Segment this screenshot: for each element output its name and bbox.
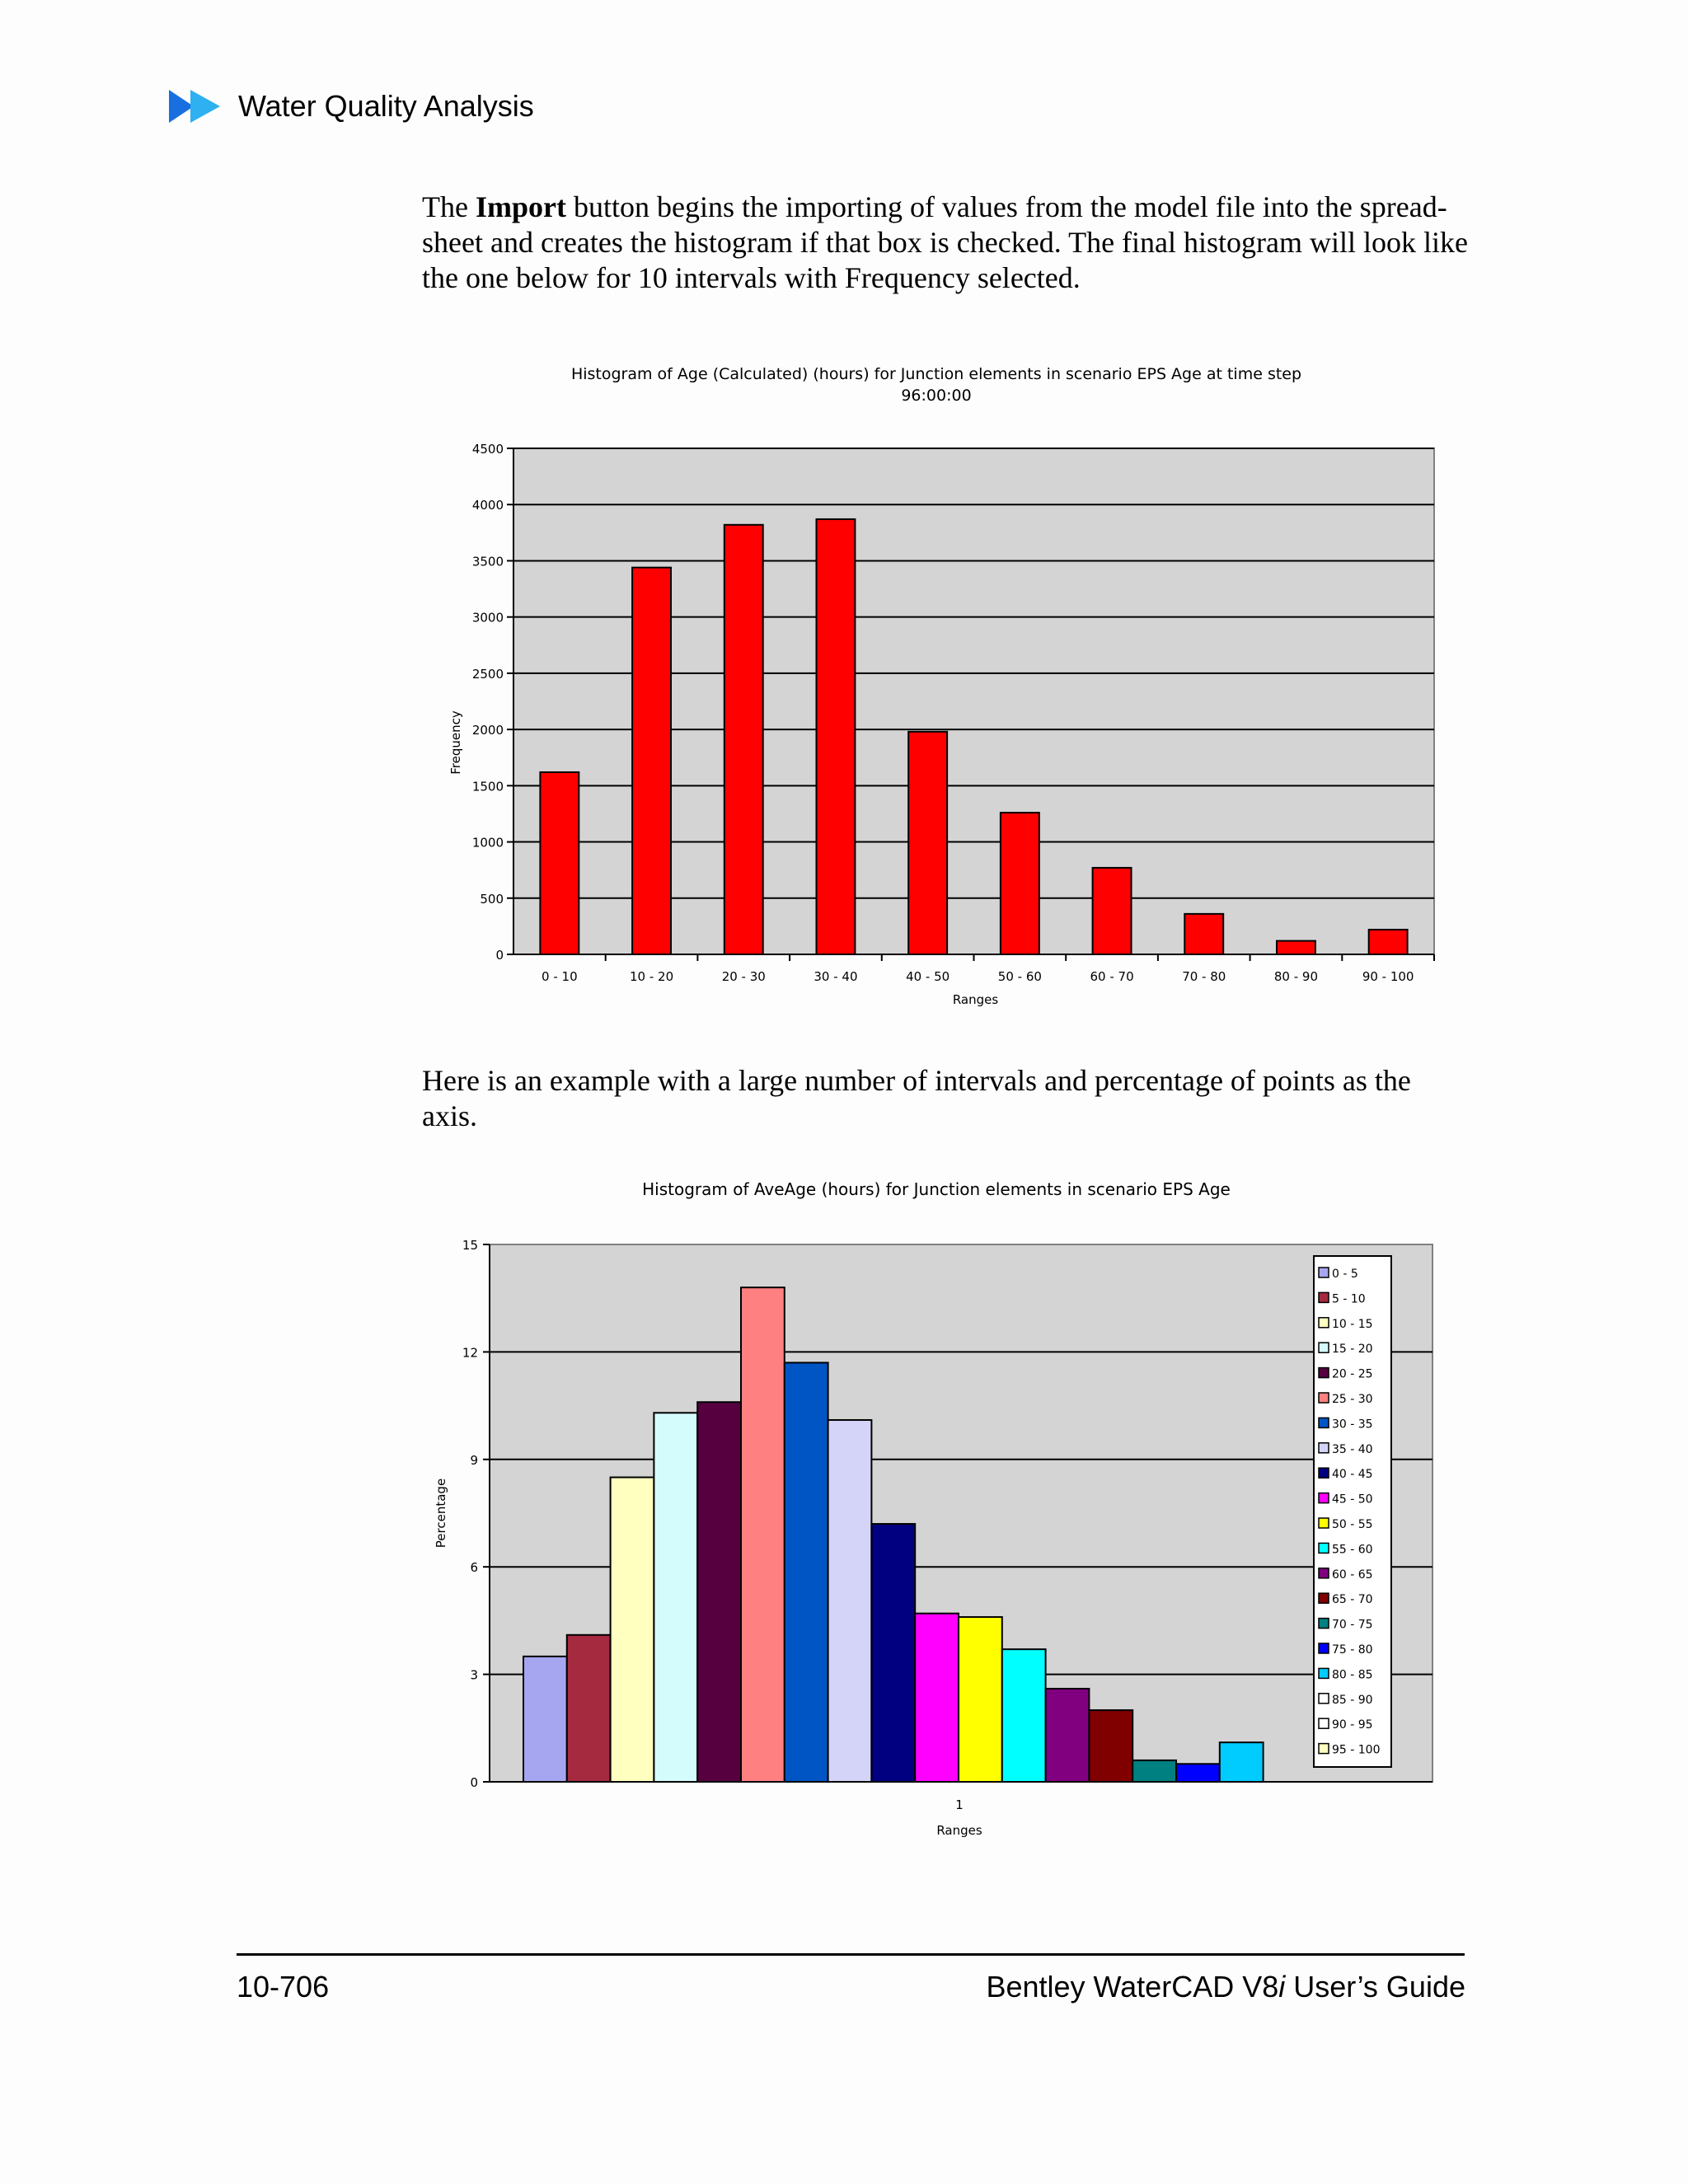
histogram-bar (654, 1413, 697, 1782)
y-tick-label: 0 (495, 948, 504, 963)
x-tick-label: 30 - 40 (814, 969, 858, 984)
legend-swatch (1319, 1619, 1329, 1629)
x-tick-label: 50 - 60 (997, 969, 1042, 984)
histogram-bar (785, 1362, 828, 1782)
histogram-bar (1176, 1764, 1220, 1782)
chart-title: Histogram of Age (Calculated) (hours) for Junction elements in scenario EPS Age at time step (570, 365, 1302, 383)
legend-entry: 75 - 80 (1332, 1643, 1373, 1657)
x-tick-label: 40 - 50 (906, 969, 950, 984)
guide-title (986, 1970, 1465, 2004)
legend-entry: 20 - 25 (1332, 1367, 1373, 1381)
y-tick-label: 2000 (471, 723, 504, 738)
legend-entry: 10 - 15 (1332, 1317, 1373, 1331)
legend-swatch (1319, 1543, 1329, 1553)
histogram-bar (1220, 1742, 1264, 1782)
y-tick-label: 3 (470, 1667, 478, 1683)
y-tick-label: 500 (480, 891, 504, 907)
y-tick-label: 15 (462, 1238, 478, 1253)
legend-swatch (1319, 1493, 1329, 1503)
histogram-bar (611, 1478, 654, 1782)
x-axis-label: Ranges (936, 1823, 982, 1838)
legend-entry: 55 - 60 (1332, 1543, 1373, 1557)
legend-swatch (1319, 1518, 1329, 1528)
x-tick-label: 90 - 100 (1362, 969, 1414, 984)
legend-swatch (1319, 1593, 1329, 1603)
example-paragraph: Here is an example with a large number of intervals and percentage of points as the axis. (422, 1064, 1411, 1132)
y-axis-label: Percentage (434, 1478, 448, 1549)
histogram-bar (959, 1617, 1002, 1782)
page-number: 10-706 (237, 1970, 330, 2004)
legend-entry: 85 - 90 (1332, 1693, 1373, 1707)
x-axis-label: Ranges (952, 992, 999, 1007)
legend-swatch (1319, 1694, 1329, 1704)
legend-entry: 65 - 70 (1332, 1593, 1373, 1607)
y-tick-label: 4000 (471, 498, 504, 513)
legend-swatch (1319, 1443, 1329, 1453)
legend-swatch (1319, 1468, 1329, 1478)
legend-swatch (1319, 1292, 1329, 1302)
legend-swatch (1319, 1718, 1329, 1728)
y-tick-label: 3500 (471, 554, 504, 569)
legend-entry: 50 - 55 (1332, 1518, 1373, 1531)
x-tick-label: 60 - 70 (1090, 969, 1134, 984)
section-title: Water Quality Analysis (238, 89, 534, 123)
paragraph-text: button begins the importing of values from the model file into the spread-sheet and creates the histogram if that box is checked. The final histogram will look like the one below for 10 intervals with Frequency selected. (422, 190, 1468, 294)
y-tick-label: 1500 (471, 779, 504, 794)
paragraph-text: The (422, 190, 476, 223)
x-tick-label: 10 - 20 (629, 969, 674, 984)
y-axis-label: Frequency (448, 710, 463, 775)
legend-entry: 95 - 100 (1332, 1743, 1381, 1757)
histogram-bar (567, 1635, 611, 1782)
histogram-bar (741, 1287, 785, 1782)
x-tick-label: 80 - 90 (1273, 969, 1319, 984)
legend-entry: 45 - 50 (1332, 1493, 1373, 1507)
guide-title-italic: i (1278, 1970, 1286, 2004)
legend-entry: 60 - 65 (1332, 1568, 1373, 1582)
legend-entry: 30 - 35 (1332, 1418, 1373, 1432)
histogram-bar (828, 1420, 872, 1782)
histogram-bar (1002, 1649, 1046, 1782)
histogram-bar (1046, 1689, 1090, 1782)
guide-title-suffix: User’s Guide (1285, 1970, 1465, 2004)
legend-swatch (1319, 1318, 1329, 1328)
y-tick-label: 0 (470, 1775, 478, 1790)
legend-entry: 0 - 5 (1332, 1268, 1358, 1281)
legend-swatch (1319, 1744, 1329, 1754)
histogram-bar (523, 1657, 567, 1782)
y-tick-label: 3000 (471, 610, 504, 626)
legend-swatch (1319, 1418, 1329, 1427)
legend-swatch (1319, 1568, 1329, 1578)
legend-swatch (1319, 1268, 1329, 1277)
legend-entry: 15 - 20 (1332, 1343, 1373, 1357)
legend-entry: 70 - 75 (1332, 1618, 1373, 1632)
chart-legend (1314, 1256, 1391, 1767)
y-tick-label: 4500 (471, 442, 504, 457)
chart-title: Histogram of AveAge (hours) for Junction elements in scenario EPS Age (642, 1179, 1231, 1199)
legend-entry: 5 - 10 (1332, 1292, 1366, 1306)
y-tick-label: 9 (470, 1452, 478, 1468)
import-keyword: Import (475, 190, 566, 223)
x-tick-label: 0 - 10 (542, 969, 578, 984)
histogram-bar (871, 1524, 915, 1782)
legend-swatch (1319, 1643, 1329, 1653)
legend-entry: 80 - 85 (1332, 1668, 1373, 1682)
legend-entry: 90 - 95 (1332, 1718, 1373, 1732)
x-tick-label: 20 - 30 (721, 969, 766, 984)
x-tick-label: 1 (955, 1797, 964, 1812)
histogram-bar (1132, 1760, 1176, 1782)
y-tick-label: 12 (462, 1345, 478, 1361)
legend-swatch (1319, 1393, 1329, 1403)
legend-swatch (1319, 1368, 1329, 1378)
guide-title-text: Bentley WaterCAD V8 (986, 1970, 1279, 2004)
y-tick-label: 6 (470, 1560, 478, 1576)
y-tick-label: 2500 (471, 666, 504, 682)
histogram-bar (915, 1614, 959, 1782)
y-tick-label: 1000 (471, 835, 504, 851)
legend-swatch (1319, 1668, 1329, 1678)
legend-entry: 35 - 40 (1332, 1442, 1373, 1456)
legend-swatch (1319, 1343, 1329, 1352)
histogram-bar (1089, 1710, 1132, 1782)
chart-title-line2: 96:00:00 (901, 387, 972, 405)
legend-entry: 25 - 30 (1332, 1393, 1373, 1406)
histogram-bar (697, 1402, 741, 1782)
legend-entry: 40 - 45 (1332, 1468, 1373, 1482)
x-tick-label: 70 - 80 (1182, 969, 1226, 984)
footer-divider (237, 1953, 1465, 1956)
